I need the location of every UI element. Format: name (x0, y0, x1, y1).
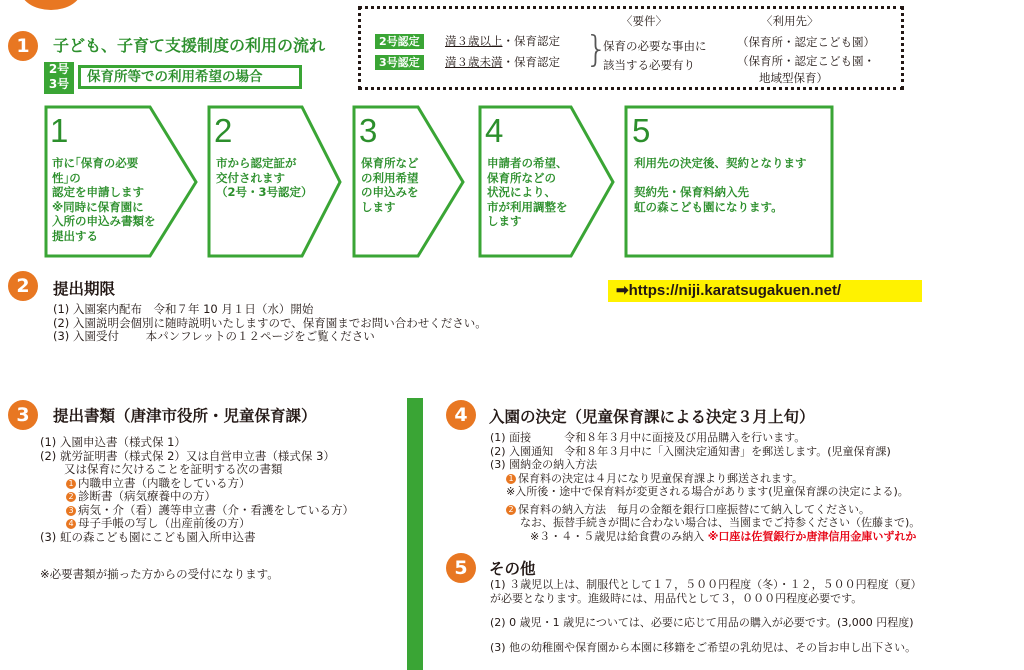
step-1-line: 入所の申込み書類を (52, 214, 156, 228)
step-4-line: 申請者の希望、 (487, 156, 568, 170)
legend-use-1: （保育所・認定こども園） (737, 35, 875, 49)
decision-line: なお、振替手続きが間に合わない場合は、当園までご持参ください（佐藤まで)。 (520, 516, 921, 529)
other-line: (1) ３歳児以上は、制服代として１７，５００円程度（冬）・１２，５００円程度（夏） (490, 578, 922, 591)
step-3-line: 保育所など (361, 156, 419, 170)
section-3-number: 3 (8, 400, 38, 430)
document-line: (1) 入園申込書（様式保 1） (40, 435, 186, 449)
document-sub-text: 診断書（病気療養中の方） (78, 489, 216, 503)
case-badge-2: 2号 (48, 62, 70, 76)
section-1-title: 子ども、子育て支援制度の利用の流れ (53, 36, 326, 55)
other-line: (3) 他の幼稚園や保育園から本園に移籍をご希望の乳幼児は、その旨お申し出下さい。 (490, 640, 917, 654)
number-icon: 2 (66, 492, 76, 502)
legend-age-2: 満３歳以上 (445, 34, 503, 48)
deadline-line: (1) 入園案内配布 令和７年 10 月１日（水）開始 (53, 302, 314, 316)
deadline-line: (2) 入園説明会個別に随時説明いたしますので、保育園までお問い合わせください。 (53, 315, 487, 330)
step-4-line: 市が利用調整を (487, 199, 568, 214)
section-1-number: 1 (8, 31, 38, 61)
step-1-line: ※同時に保育園に (52, 199, 144, 214)
step-3-line: します (361, 199, 396, 214)
step-1-line: 市に｢保育の必要 (52, 156, 139, 170)
step-1-text (52, 156, 156, 243)
decision-item (490, 503, 920, 517)
number-icon: 4 (66, 519, 76, 529)
step-2-number: 2 (214, 112, 233, 149)
document-sub-text: 病気・介（看）護等申立書（介・看護をしている方） (78, 502, 354, 517)
decision-text: 保育料の納入方法 毎月の金額を銀行口座振替にて納入してください。 (518, 502, 870, 516)
section-4-body (490, 431, 920, 543)
document-sub-item (40, 517, 354, 531)
section-3-title: 提出書類（唐津市役所・児童保育課） (53, 407, 317, 425)
step-2-line: （2号・3号認定） (216, 185, 313, 199)
step-1-line: 提出する (52, 228, 98, 243)
section-2-number: 2 (8, 271, 38, 301)
step-4-line: します (487, 214, 522, 228)
decision-line (490, 530, 920, 544)
document-sub-item (40, 477, 354, 491)
decision-line: (3) 園納金の納入方法 (490, 458, 598, 471)
section-3-body (40, 436, 354, 544)
section-5-number: 5 (446, 553, 476, 583)
other-line: (2) 0 歳児・1 歳児については、必要に応じて用品の購入が必要です。(3,000 円程度) (490, 616, 914, 629)
step-2-line: 市から認定証が (216, 156, 297, 170)
case-badge-3: 3号 (48, 77, 70, 91)
legend-age-3: 満３歳未満 (445, 55, 503, 69)
decision-text: ※３・４・５歳児は給食費のみ納入 (530, 529, 708, 543)
step-5-line: 利用先の決定後、契約となります (634, 156, 807, 170)
tag-3gou: 3号認定 (375, 55, 424, 70)
legend-bracket: } (585, 29, 608, 70)
decision-item (490, 472, 920, 486)
other-line: が必要となります。進級時には、用品代として３，０００円程度必要です。 (490, 591, 863, 605)
document-sub-item (40, 490, 354, 504)
tag-2gou: 2号認定 (375, 34, 424, 49)
legend-req-1: 保育の必要な事由に (603, 39, 707, 53)
column-divider (407, 398, 423, 670)
legend-header-destination: 〈利用先〉 (761, 14, 819, 28)
case-banner: 保育所等での利用希望の場合 (78, 65, 302, 89)
legend-care-2: ・保育認定 (502, 34, 560, 48)
legend-use-3: 地域型保育） (759, 71, 828, 85)
legend-use-2: （保育所・認定こども園・ (737, 54, 875, 68)
number-icon: 3 (66, 506, 76, 516)
step-3-text (361, 156, 419, 214)
section-2-body (53, 303, 487, 344)
step-2-line: 交付されます (216, 170, 285, 185)
decision-line: ※入所後・途中で保育料が変更される場合があります(児童保育課の決定による)。 (506, 485, 909, 498)
step-1-line: 認定を申請します (52, 185, 144, 199)
document-line: (2) 就労証明書（様式保 2）又は自営申立書（様式保 3） (40, 448, 335, 463)
document-sub-text: 母子手帳の写し（出産前後の方） (78, 516, 251, 530)
legend-care-3: ・保育認定 (502, 55, 560, 69)
step-4-line: 状況により、 (487, 185, 556, 199)
step-5-line: 虹の森こども園になります。 (634, 199, 783, 214)
decision-text: 保育料の決定は４月になり児童保育課より郵送されます。 (518, 471, 804, 485)
step-5-number: 5 (632, 112, 651, 149)
decision-line: (2) 入園通知 令和８年３月中に「入園決定通知書」を郵送します。(児童保育課) (490, 444, 891, 458)
document-sub-item (40, 504, 354, 518)
legend-req-2: 該当する必要有り (603, 58, 695, 72)
document-sub-text: 内職申立書（内職をしている方） (78, 475, 251, 490)
step-4-number: 4 (485, 112, 504, 149)
decision-line: (1) 面接 令和８年３月中に面接及び用品購入を行います。 (490, 431, 806, 444)
step-4-text (487, 156, 568, 229)
step-3-line: の利用希望 (361, 170, 419, 185)
bank-notice: ※口座は佐賀銀行か唐津信用金庫いずれか (707, 529, 917, 543)
section-5-title: その他 (489, 560, 536, 578)
step-5-spacer (634, 171, 807, 186)
number-icon: 1 (506, 474, 516, 484)
section-2-title: 提出期限 (53, 280, 116, 298)
section-4-number: 4 (446, 400, 476, 430)
number-icon: 1 (66, 479, 76, 489)
step-5-text (634, 156, 807, 214)
section-3-note: ※必要書類が揃った方からの受付になります。 (40, 567, 279, 581)
step-1-line: 性｣の (52, 170, 81, 185)
step-1-number: 1 (50, 112, 69, 149)
step-3-line: の申込みを (361, 185, 419, 199)
deadline-line: (3) 入園受付 本パンフレットの１２ページをご覧ください (53, 329, 375, 343)
step-3-number: 3 (359, 112, 378, 149)
document-line: (3) 虹の森こども園にこども園入所申込書 (40, 529, 256, 544)
section-5-body (490, 578, 922, 654)
step-5-line: 契約先・保育料納入先 (634, 185, 749, 199)
section-4-title: 入園の決定（児童保育課による決定３月上旬） (489, 408, 815, 426)
document-line: 又は保育に欠けることを証明する次の書類 (64, 462, 283, 476)
number-icon: 2 (506, 505, 516, 515)
website-url-link[interactable]: ➡https://niji.karatsugakuen.net/ (608, 280, 922, 302)
step-4-line: 保育所などの (487, 170, 556, 185)
step-2-text (216, 156, 313, 200)
legend-header-requirement: 〈要件〉 (621, 14, 667, 28)
